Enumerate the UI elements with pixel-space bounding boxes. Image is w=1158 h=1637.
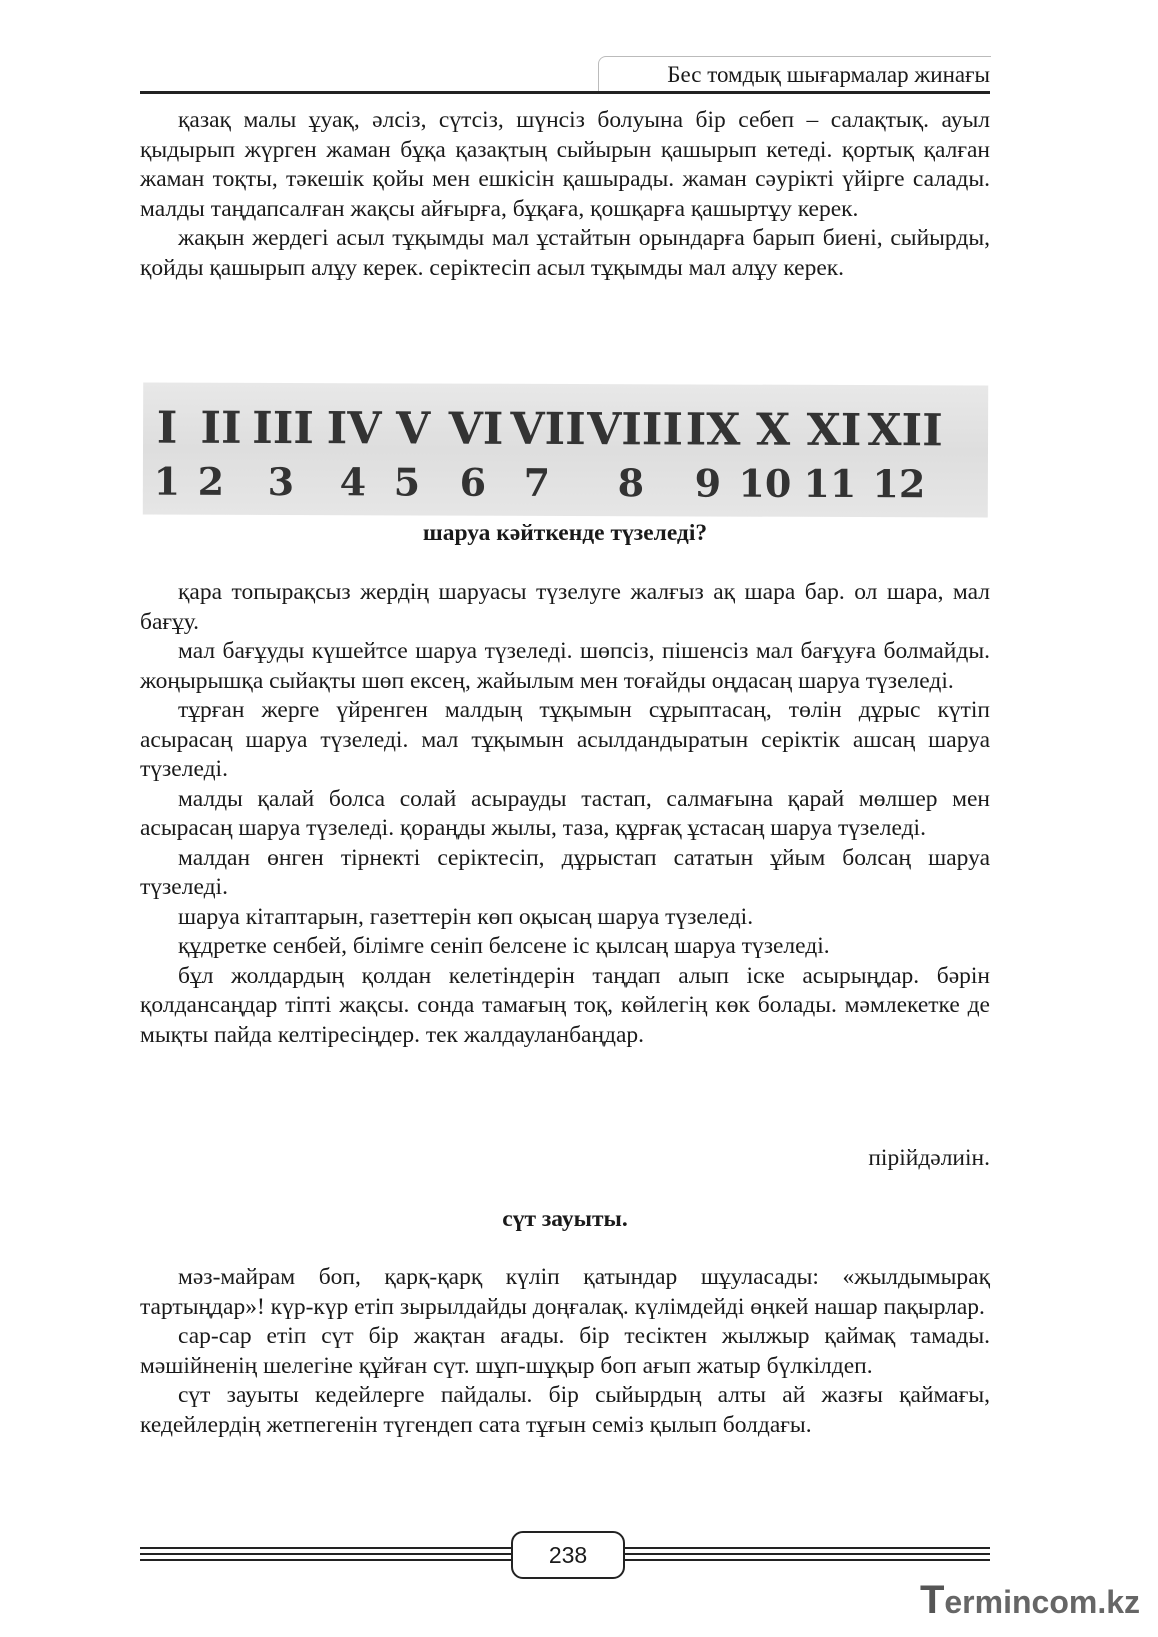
- roman-numeral: XI: [806, 404, 862, 457]
- roman-numeral: XII: [867, 405, 943, 457]
- section-text: [140, 1263, 990, 1440]
- paragraph: сүт зауыты кедейлерге пайдалы. бір сыйырдың алты ай жазғы қаймағы, кедейлердің жетпегенін түгендеп сата тұғын семіз қылып болдағы.: [140, 1382, 990, 1438]
- roman-numeral: V: [395, 403, 431, 455]
- paragraph: малды қалай болса солай асырауды тастап, салмағына қарай мөлшер мен асырасаң шаруа түзеледі. қораңды жылы, таза, құрғақ ұстасаң шаруа түзеледі.: [140, 785, 990, 841]
- paragraph: бұл жолдардың қолдан келетіндерін таңдап алып іске асырыңдар. бәрін қолдансаңдар тіпті жақсы. сонда тамағың тоқ, көйлегің көк болады. мәмлекетке де мықты пайда келтіресіңдер. тек жалдауланбаңдар.: [140, 962, 990, 1048]
- running-header: Бес томдық шығармалар жинағы: [667, 62, 990, 87]
- roman-numeral: VII: [510, 403, 586, 456]
- page-number: 238: [511, 1531, 625, 1579]
- paragraph: қазақ малы ұуақ, әлсіз, сүтсіз, шүнсіз болуына бір себеп – салақтық. ауыл қыдырып жүрген жаман бұқа қазақтың сыйырын қашырып кетеді. қортық қалған жаман тоқты, тәкешік қойы мен ешкісін қашырады. жаман сәурікті үйірге салады. малды таңдапсалған жақсы айғырға, бұқаға, қошқарға қашыртұу керек.: [140, 107, 990, 222]
- arabic-numeral: 10: [738, 460, 792, 506]
- roman-numeral: VIII: [587, 404, 684, 456]
- intro-text: [140, 106, 990, 283]
- footer-rule-left: [140, 1547, 512, 1549]
- paragraph: мал бағұуды күшейтсе шаруа түзеледі. шөпсіз, пішенсіз мал бағұуға болмайды. жоңырышқа сыйақты шөп ексең, жайылым мен тоғайды оңдасаң шаруа түзеледі.: [140, 638, 990, 694]
- roman-numeral: III: [252, 402, 315, 455]
- roman-numeral: VI: [448, 403, 504, 455]
- header-rule: [140, 91, 990, 94]
- footer-rule-right: [620, 1559, 990, 1561]
- author-signature: пірійдәлиін.: [868, 1145, 990, 1171]
- arabic-numeral: 12: [872, 461, 926, 507]
- arabic-numeral: 8: [617, 460, 645, 506]
- arabic-numeral: 7: [523, 459, 551, 505]
- watermark: Termincom.kz: [919, 1578, 1140, 1622]
- section-heading: шаруа кәйткенде түзеледі?: [422, 520, 708, 546]
- arabic-numeral: 2: [197, 458, 225, 504]
- paragraph: мәз-майрам боп, қарқ-қарқ күліп қатындар шұуласады: «жылдымырақ тартыңдар»! күр-күр етіп зырылдайды доңғалақ. күлімдейді өңкей нашар пақырлар.: [140, 1264, 990, 1320]
- roman-numerals-row: [143, 402, 988, 457]
- roman-numeral: II: [200, 402, 242, 454]
- arabic-numerals-row: [143, 458, 988, 507]
- paragraph: жақын жердегі асыл тұқымды мал ұстайтын орындарға барып биені, сыйырды, қойды қашырып алұу керек. серіктесіп асыл тұқымды мал алұу керек.: [140, 225, 990, 281]
- footer-rule-right: [620, 1553, 990, 1555]
- arabic-numeral: 6: [459, 459, 487, 505]
- section-text: [140, 578, 990, 1050]
- arabic-numeral: 1: [153, 458, 181, 504]
- footer-rule-left: [140, 1553, 512, 1555]
- paragraph: тұрған жерге үйренген малдың тұқымын сұрыптасаң, төлін дұрыс күтіп асырасаң шаруа түзеледі. мал тұқымын асылдандыратын серіктік ашсаң шаруа түзеледі.: [140, 697, 990, 782]
- paragraph: сар-сар етіп сүт бір жақтан ағады. бір тесіктен жылжыр қаймақ тамады. мәшійненің шелегіне құйған сүт. шұп-шұқыр боп ағып жатыр бүлкілдеп.: [140, 1323, 990, 1379]
- paragraph: құдретке сенбей, білімге сеніп белсене іс қылсаң шаруа түзеледі.: [178, 933, 830, 959]
- paragraph: қара топырақсыз жердің шаруасы түзелуге жалғыз ақ шара бар. ол шара, мал бағұу.: [140, 579, 990, 635]
- roman-numeral: IV: [326, 403, 382, 455]
- roman-numeral: I: [156, 402, 178, 454]
- arabic-numeral: 11: [803, 460, 857, 507]
- paragraph: малдан өнген тірнекті серіктесіп, дұрыстап сататын ұйым болсаң шаруа түзеледі.: [140, 844, 990, 900]
- arabic-numeral: 4: [339, 459, 367, 505]
- arabic-numeral: 9: [694, 460, 722, 506]
- roman-numeral: X: [755, 404, 791, 456]
- footer-rule-left: [140, 1559, 512, 1561]
- paragraph: шаруа кітаптарын, газеттерін көп оқысаң шаруа түзеледі.: [178, 903, 754, 930]
- footer-rule-right: [620, 1547, 990, 1549]
- roman-numeral: IX: [685, 404, 741, 456]
- section-heading: сүт зауыты.: [502, 1206, 628, 1232]
- arabic-numeral: 5: [393, 459, 421, 505]
- arabic-numeral: 3: [267, 458, 295, 505]
- numerals-image: [143, 383, 988, 518]
